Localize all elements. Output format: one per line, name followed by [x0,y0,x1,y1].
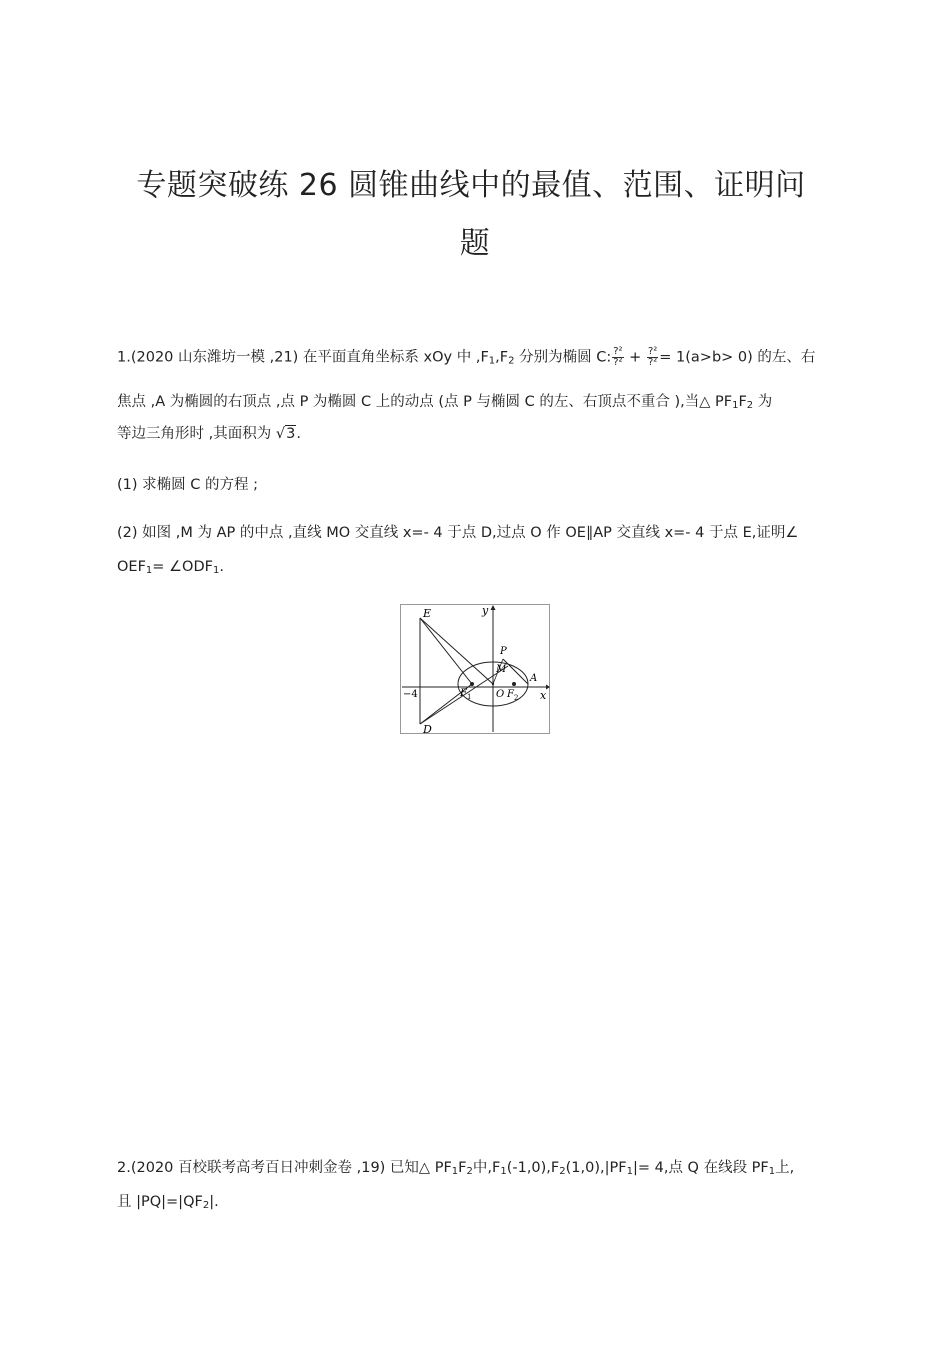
text: 等边三角形时 ,其面积为 [117,426,276,442]
text: |= 4,点 Q 在线段 PF [632,1160,769,1176]
label-f2-sub: 2 [514,694,519,702]
subscript: 2 [746,400,754,411]
label-f1-sub: 1 [467,693,472,701]
subscript: 1 [212,565,220,576]
label-neg4: −4 [403,689,418,700]
subscript: 1 [626,1166,633,1177]
label-m: M [496,664,507,675]
fraction-y [647,347,658,368]
problem1-line3 [117,424,301,444]
subscript: 1 [145,565,153,576]
page-title-line2: 题 [459,226,491,261]
subscript: 1 [488,355,496,367]
text: 中,F [472,1160,501,1176]
problem2-line1 [117,1158,794,1182]
text: 2.(2020 百校联考高考百日冲刺金卷 ,19) 已知△ PF [117,1160,452,1176]
text: F [738,394,747,410]
label-e: E [423,607,432,620]
problem1-question2-line1: (2) 如图 ,M 为 AP 的中点 ,直线 MO 交直线 x=- 4 于点 D,过点 O 作 OE∥AP 交直线 x=- 4 于点 E,证明∠ [117,525,799,541]
subscript: 2 [202,1200,210,1211]
subscript: 2 [559,1166,566,1177]
denominator: ?² [613,357,623,368]
label-f1: F [460,688,467,699]
figure-border [401,605,550,734]
page-title-line1: 专题突破练 26 圆锥曲线中的最值、范围、证明问 [136,168,806,203]
text: . [219,559,224,575]
problem1-question1: (1) 求椭圆 C 的方程 ; [117,477,258,493]
text: = ∠ODF [152,559,213,575]
text: 且 |PQ|=|QF [117,1194,203,1210]
numerator: ?² [613,346,623,357]
problem1-line1 [117,347,815,372]
text: 1.(2020 山东潍坊一模 ,21) 在平面直角坐标系 xOy 中 ,F [117,349,489,366]
text: OEF [117,559,146,575]
text: 分别为椭圆 C: [514,349,612,366]
text: . [296,426,301,442]
label-p: P [500,646,507,657]
text: 上, [775,1160,795,1176]
text: 为 [753,394,773,410]
label-a: A [530,673,538,684]
denominator: ?² [647,357,658,368]
label-f2: F [507,689,514,700]
sqrt-three [276,424,296,444]
text: F [458,1160,467,1176]
subscript: 1 [500,1166,507,1177]
subscript: 2 [466,1166,473,1177]
subscript: 1 [768,1166,776,1177]
label-y: y [482,604,489,617]
text: (-1,0),F [506,1160,560,1176]
text: (1,0),|PF [565,1160,627,1176]
point-o [492,683,494,685]
problem1-question2-line2 [117,557,224,581]
subscript: 1 [732,400,739,411]
fraction-x [612,347,623,368]
ellipse-figure [400,604,550,734]
label-d: D [423,723,432,734]
point-f1 [470,682,474,686]
label-o: O [496,689,505,700]
text: = 1(a>b> 0) 的左、右 [659,349,816,366]
text: ,F [495,349,509,366]
plus: + [629,349,642,366]
problem1-line2 [117,392,772,416]
problem2-line2 [117,1192,219,1216]
label-x: x [540,689,547,702]
text: 焦点 ,A 为椭圆的右顶点 ,点 P 为椭圆 C 上的动点 (点 P 与椭圆 C 的左、右顶点不重合 ),当△ PF [117,394,733,410]
subscript: 2 [508,355,515,367]
numerator: ?² [647,346,658,357]
radicand: 3 [286,426,296,442]
point-f2 [512,682,516,686]
subscript: 1 [451,1166,459,1177]
sqrt-sign: √ [275,426,286,442]
text: |. [209,1194,219,1210]
